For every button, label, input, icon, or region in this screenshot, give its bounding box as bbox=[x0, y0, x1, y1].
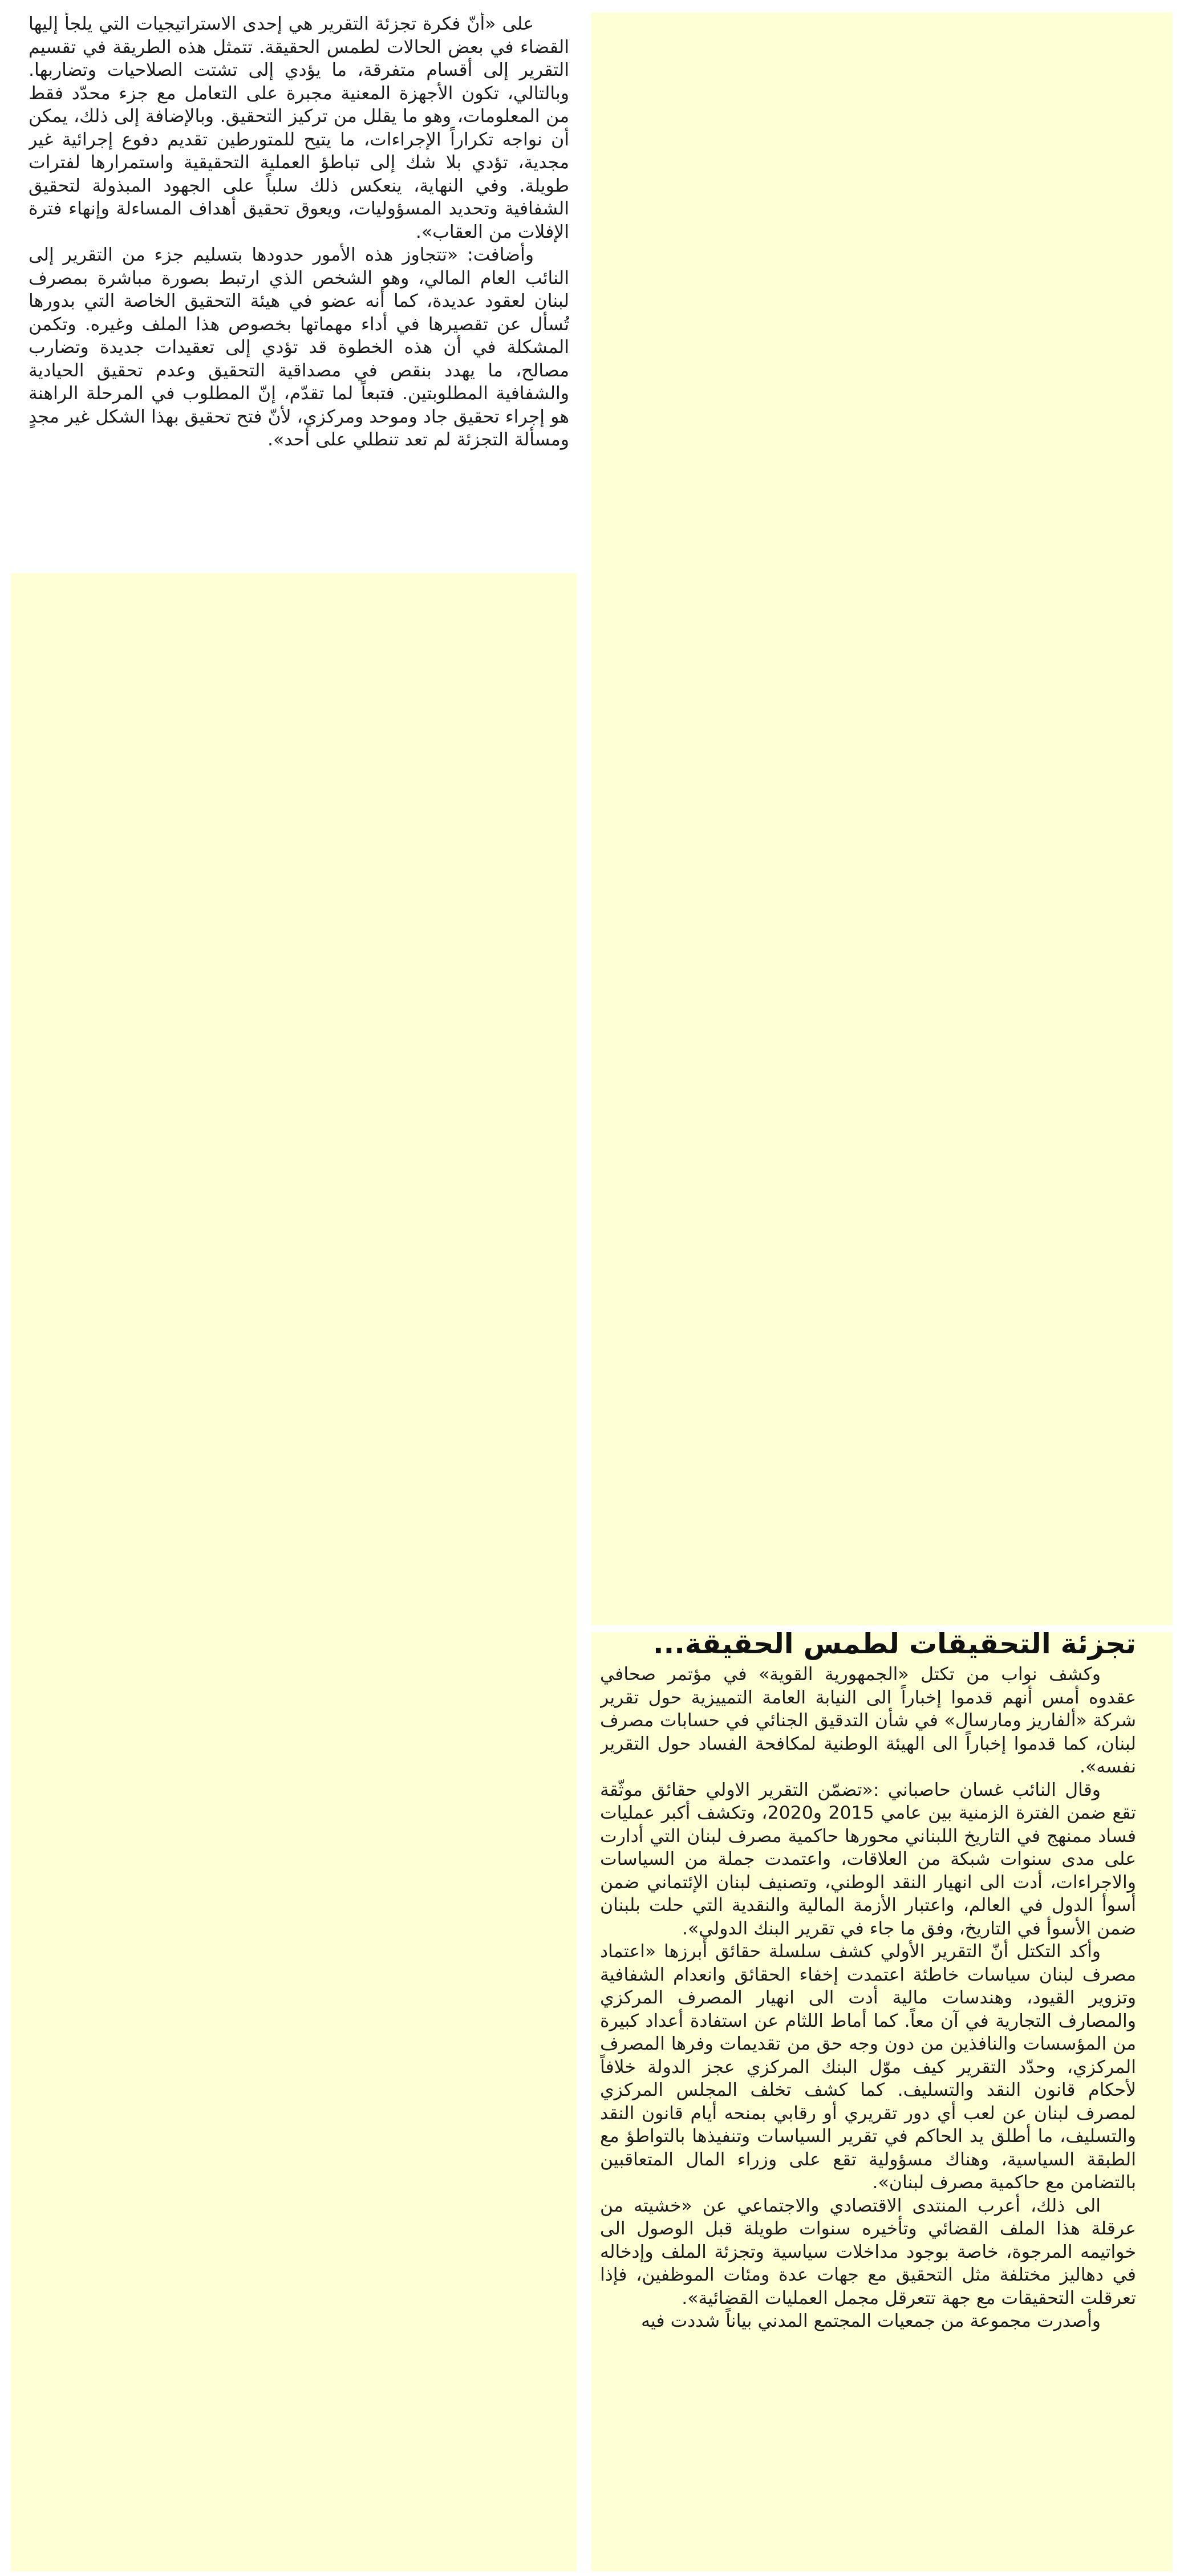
article-paragraph: وقال النائب غسان حاصباني :«تضمّن التقرير الاولي حقائق موثّقة تقع ضمن الفترة الزمنية بين عامي 2015 و2020، وتكشف أكبر عمليات فساد ممنهج في التاريخ اللبناني محورها حاكمية مصرف لبنان التي أدارت على مدى سنوات شبكة من العلاقات، واعتمدت جملة من السياسات والاجراءات، أدت الى انهيار النقد الوطني، وتصنيف لبنان الإئتماني ضمن أسوأ الدول في العالم، واعتبار الأزمة المالية والنقدية التي حلت بلبنان ضمن الأسوأ في التاريخ، وفق ما جاء في تقرير البنك الدولي». bbox=[600, 1779, 1136, 1939]
blank-panel-left bbox=[11, 573, 577, 2571]
article-paragraph: وأكد التكتل أنّ التقرير الأولي كشف سلسلة حقائق أبرزها «اعتماد مصرف لبنان سياسات خاطئة اعتمدت إخفاء الحقائق وانعدام الشفافية وتزوير القيود، وهندسات مالية أدت الى انهيار المصرف المركزي والمصارف التجارية في آن معاً. كما أماط اللثام عن استفادة أعداد كبيرة من المؤسسات والنافذين من دون وجه حق من تقديمات وفرها المصرف المركزي، وحدّد التقرير كيف موّل البنك المركزي عجز الدولة خلافاً لأحكام قانون النقد والتسليف. كما كشف تخلف المجلس المركزي لمصرف لبنان عن لعب أي دور تقريري أو رقابي بمنحه أيام قانون النقد والتسليف، ما أطلق يد الحاكم في تقرير السياسات وتنفيذها بالتواطؤ مع الطبقة السياسية، وهناك مسؤولية تقع على وزراء المال المتعاقبين بالتضامن مع حاكمية مصرف لبنان». bbox=[600, 1941, 1136, 2193]
left-paragraph: وأضافت: «تتجاوز هذه الأمور حدودها بتسليم جزء من التقرير إلى النائب العام المالي، وهو الشخص الذي ارتبط بصورة مباشرة بمصرف لبنان لعقود عديدة، كما أنه عضو في هيئة التحقيق الخاصة التي بدورها تُسأل عن تقصيرها في أداء مهماتها بخصوص هذا الملف وغيره. وتكمن المشكلة في أن هذه الخطوة قد تؤدي إلى تعقيدات جديدة وتضارب مصالح، ما يهدد بنقص في مصداقية التحقيق وعدم تحقيق الحيادية والشفافية المطلوبتين. فتبعاً لما تقدّم، إنّ المطلوب في المرحلة الراهنة هو إجراء تحقيق جاد وموحد ومركزي، لأنّ فتح تحقيق بهذا الشكل غير مجدٍ ومسألة التجزئة لم تعد تنطلي على أحد». bbox=[29, 245, 569, 450]
blank-panel-right-top bbox=[591, 13, 1173, 1625]
left-text-column bbox=[29, 13, 569, 569]
article-body bbox=[600, 1663, 1136, 2570]
article-paragraph: وأصدرت مجموعة من جمعيات المجتمع المدني بياناً شددت فيه bbox=[641, 2311, 1101, 2331]
article-paragraph: الى ذلك، أعرب المنتدى الاقتصادي والاجتماعي عن «خشيته من عرقلة هذا الملف القضائي وتأخيره سنوات طويلة قبل الوصول الى خواتيمه المرجوة، خاصة بوجود مداخلات سياسية وتجزئة الملف وإدخاله في دهاليز مختلفة مثل التحقيق مع جهات عدة ومئات الموظفين، فإذا تعرقلت التحقيقات مع جهة تتعرقل مجمل العمليات القضائية». bbox=[600, 2195, 1136, 2309]
left-paragraph: على «أنّ فكرة تجزئة التقرير هي إحدى الاستراتيجيات التي يلجأ إليها القضاء في بعض الحالات لطمس الحقيقة. تتمثل هذه الطريقة في تقسيم التقرير إلى أقسام متفرقة، ما يؤدي إلى تشتت الصلاحيات وتضاربها. وبالتالي، تكون الأجهزة المعنية مجبرة على التعامل مع جزء محدّد فقط من المعلومات، وهو ما يقلل من تركيز التحقيق. وبالإضافة إلى ذلك، يمكن أن نواجه تكراراً الإجراءات، ما يتيح للمتورطين تقديم دفوع إجرائية غير مجدية، تؤدي بلا شك إلى تباطؤ العملية التحقيقية واستمرارها لفترات طويلة. وفي النهاية، ينعكس ذلك سلباً على الجهود المبذولة لتحقيق الشفافية وتحديد المسؤوليات، ويعوق تحقيق أهداف المساءلة وإنهاء فترة الإفلات من العقاب». bbox=[29, 14, 569, 242]
article-paragraph: وكشف نواب من تكتل «الجمهورية القوية» في مؤتمر صحافي عقدوه أمس أنهم قدموا إخباراً الى النيابة العامة التمييزية حول تقرير شركة «ألفاريز ومارسال» في شأن التدقيق الجنائي في حسابات مصرف لبنان، كما قدموا إخباراً الى الهيئة الوطنية لمكافحة الفساد حول التقرير نفسه». bbox=[600, 1664, 1136, 1777]
article-headline: تجزئة التحقيقات لطمس الحقيقة... bbox=[652, 1628, 1136, 1660]
